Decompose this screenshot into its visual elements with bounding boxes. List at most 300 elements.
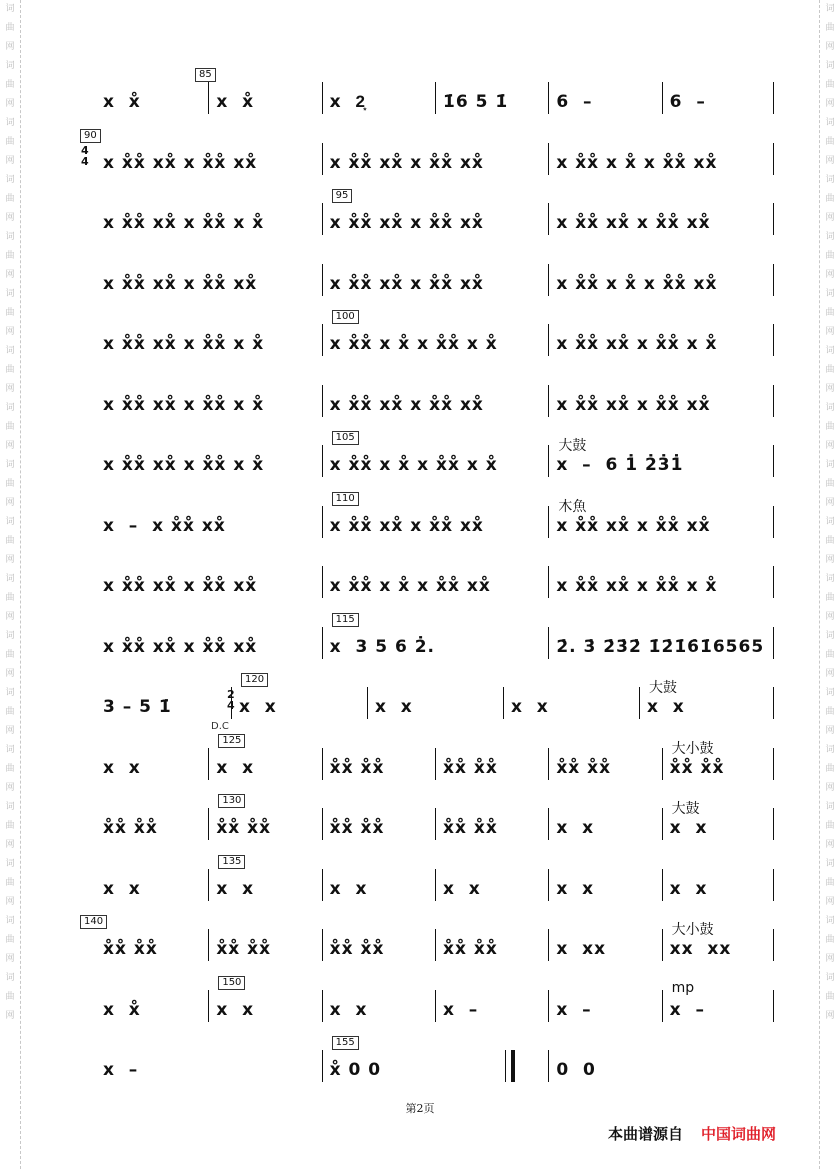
watermark-char: 词 bbox=[5, 4, 15, 14]
measure-notes: x x̊x̊ xx̊ x x̊x̊ x x̊ bbox=[556, 334, 718, 354]
watermark-char: 词 bbox=[825, 973, 835, 983]
watermark-char: 网 bbox=[825, 99, 835, 109]
instrument-label: mp bbox=[671, 979, 695, 996]
measure-notes: x x̊ bbox=[216, 92, 255, 112]
measure-notes: x x̊x̊ x x̊ x x̊x̊ x x̊ bbox=[329, 455, 498, 475]
watermark-char: 网 bbox=[5, 555, 15, 565]
measure-notes: x – 6 1̇ 2̇3̇1̇ bbox=[556, 455, 684, 475]
measure-notes: x̊x̊ x̊x̊ bbox=[103, 939, 158, 959]
instrument-label: 大鼓 bbox=[558, 438, 587, 454]
measure-notes: x x̊x̊ xx̊ x x̊x̊ xx̊ bbox=[556, 213, 711, 233]
measure-number: 155 bbox=[332, 1036, 359, 1050]
measure-notes: x x bbox=[216, 999, 255, 1020]
watermark-char: 曲 bbox=[825, 593, 835, 603]
score-system bbox=[95, 262, 775, 302]
watermark-char: 曲 bbox=[5, 422, 15, 432]
watermark-char: 词 bbox=[825, 916, 835, 926]
watermark-char: 曲 bbox=[5, 935, 15, 945]
score-system bbox=[95, 432, 775, 483]
watermark-char: 曲 bbox=[5, 992, 15, 1002]
watermark-char: 网 bbox=[5, 441, 15, 451]
measure-notes: x x̊x̊ xx̊ x x̊x̊ x x̊ bbox=[103, 213, 265, 233]
watermark-char: 网 bbox=[5, 327, 15, 337]
instrument-label: 大鼓 bbox=[671, 801, 700, 817]
watermark-char: 网 bbox=[5, 612, 15, 622]
barline bbox=[773, 385, 774, 417]
watermark-char: 词 bbox=[825, 403, 835, 413]
measure-notes: 3 – 5 1̇ bbox=[103, 697, 172, 717]
watermark-char: 词 bbox=[825, 631, 835, 641]
watermark-char: 网 bbox=[825, 42, 835, 52]
watermark-char: 词 bbox=[5, 802, 15, 812]
barline bbox=[367, 687, 368, 719]
watermark-char: 曲 bbox=[825, 80, 835, 90]
measure-notes: x̊x̊ x̊x̊ bbox=[669, 757, 725, 778]
barline bbox=[322, 627, 323, 659]
measure-notes: x x̊x̊ xx̊ x x̊x̊ xx̊ bbox=[329, 213, 484, 233]
watermark-char: 网 bbox=[5, 840, 15, 850]
barline bbox=[322, 566, 323, 598]
watermark-char: 词 bbox=[825, 289, 835, 299]
barline bbox=[435, 869, 436, 901]
watermark-char: 曲 bbox=[5, 764, 15, 774]
measure-number: 135 bbox=[218, 855, 245, 869]
measure-notes: x 2͙ bbox=[329, 92, 366, 112]
watermark-char: 词 bbox=[825, 802, 835, 812]
watermark-char: 曲 bbox=[825, 992, 835, 1002]
measure-notes: x x̊x̊ xx̊ x x̊x̊ x x̊ bbox=[103, 394, 265, 415]
watermark-char: 曲 bbox=[5, 593, 15, 603]
source-site-link[interactable]: 中国词曲网 bbox=[701, 1125, 777, 1143]
score-system bbox=[95, 383, 775, 423]
right-watermark-strip bbox=[819, 0, 840, 1169]
watermark-char: 网 bbox=[825, 840, 835, 850]
measure-notes: x x bbox=[103, 878, 141, 899]
barline bbox=[322, 748, 323, 780]
measure-notes: x x̊x̊ xx̊ x x̊x̊ xx̊ bbox=[556, 515, 711, 536]
measure-notes: x x bbox=[239, 697, 277, 717]
time-sig-bottom: 4 bbox=[227, 699, 235, 712]
watermark-char: 词 bbox=[5, 289, 15, 299]
watermark-char: 词 bbox=[5, 118, 15, 128]
measure-notes: x x bbox=[443, 878, 481, 899]
instrument-label: 大小鼓 bbox=[671, 740, 714, 757]
barline bbox=[548, 869, 549, 901]
watermark-char: 曲 bbox=[5, 821, 15, 831]
barline bbox=[548, 82, 549, 114]
watermark-char: 词 bbox=[825, 346, 835, 356]
watermark-char: 曲 bbox=[5, 23, 15, 33]
watermark-char: 词 bbox=[5, 688, 15, 698]
measure-notes: x x bbox=[669, 818, 708, 838]
watermark-char: 词 bbox=[5, 517, 15, 527]
watermark-char: 网 bbox=[5, 783, 15, 793]
barline bbox=[662, 82, 663, 114]
barline bbox=[548, 748, 549, 780]
watermark-char: 词 bbox=[5, 859, 15, 869]
barline bbox=[322, 324, 323, 356]
barline bbox=[773, 929, 774, 961]
barline bbox=[548, 324, 549, 356]
barline bbox=[435, 929, 436, 961]
watermark-char: 曲 bbox=[825, 650, 835, 660]
measure-notes: x x̊ bbox=[103, 999, 141, 1020]
measure-notes: x̊x̊ x̊x̊ bbox=[443, 818, 498, 838]
barline bbox=[208, 990, 209, 1022]
watermark-char: 网 bbox=[825, 384, 835, 394]
measure-notes: x x bbox=[669, 878, 708, 899]
score-system bbox=[95, 613, 775, 665]
measure-notes: x x̊x̊ xx̊ x x̊x̊ xx̊ bbox=[329, 273, 484, 294]
barline bbox=[773, 869, 774, 901]
measure-notes: x̊x̊ x̊x̊ bbox=[329, 939, 385, 959]
barline bbox=[322, 445, 323, 477]
barline bbox=[662, 748, 663, 780]
watermark-char: 词 bbox=[5, 916, 15, 926]
barline bbox=[548, 203, 549, 235]
watermark-char: 词 bbox=[5, 745, 15, 755]
watermark-char: 网 bbox=[5, 1011, 15, 1021]
watermark-char: 曲 bbox=[5, 80, 15, 90]
watermark-char: 网 bbox=[825, 270, 835, 280]
barline bbox=[548, 445, 549, 477]
barline bbox=[208, 929, 209, 961]
measure-number: 85 bbox=[195, 68, 216, 82]
watermark-char: 网 bbox=[825, 612, 835, 622]
measure-notes: x x̊ bbox=[103, 92, 141, 112]
watermark-char: 网 bbox=[5, 270, 15, 280]
measure-number: 110 bbox=[332, 492, 359, 506]
score-system bbox=[95, 311, 775, 362]
barline bbox=[773, 748, 774, 780]
barline bbox=[322, 929, 323, 961]
watermark-char: 网 bbox=[5, 99, 15, 109]
measure-notes: x̊x̊ x̊x̊ bbox=[556, 757, 612, 778]
barline bbox=[639, 687, 640, 719]
watermark-char: 网 bbox=[825, 498, 835, 508]
watermark-char: 网 bbox=[825, 213, 835, 223]
measure-number: 100 bbox=[332, 310, 359, 324]
watermark-char: 曲 bbox=[825, 878, 835, 888]
score-system bbox=[95, 564, 775, 604]
barline bbox=[322, 143, 323, 175]
barline bbox=[322, 808, 323, 840]
barline bbox=[435, 990, 436, 1022]
barline bbox=[505, 1050, 515, 1082]
watermark-char: 词 bbox=[5, 460, 15, 470]
watermark-char: 词 bbox=[5, 973, 15, 983]
watermark-char: 曲 bbox=[825, 764, 835, 774]
watermark-char: 曲 bbox=[825, 308, 835, 318]
barline bbox=[322, 869, 323, 901]
measure-notes: x x̊x̊ x x̊ x x̊x̊ xx̊ bbox=[556, 273, 718, 294]
watermark-char: 词 bbox=[5, 574, 15, 584]
measure-notes: x x bbox=[556, 818, 595, 838]
watermark-char: 词 bbox=[825, 61, 835, 71]
barline bbox=[773, 203, 774, 235]
watermark-char: 网 bbox=[825, 726, 835, 736]
measure-notes: x̊ 0 0 bbox=[329, 1060, 382, 1080]
measure-notes: x x̊x̊ xx̊ x x̊x̊ xx̊ bbox=[103, 576, 258, 596]
barline bbox=[773, 566, 774, 598]
measure-notes: x x̊x̊ xx̊ x x̊x̊ xx̊ bbox=[329, 515, 484, 536]
barline bbox=[503, 687, 504, 719]
measure-notes: 6 – bbox=[556, 92, 593, 112]
score-system bbox=[95, 855, 775, 907]
measure-notes: x x bbox=[375, 697, 413, 717]
watermark-char: 曲 bbox=[825, 821, 835, 831]
watermark-char: 网 bbox=[825, 897, 835, 907]
watermark-char: 曲 bbox=[5, 251, 15, 261]
barline bbox=[322, 264, 323, 296]
measure-notes: x x̊x̊ xx̊ x x̊x̊ xx̊ bbox=[329, 394, 484, 415]
watermark-char: 网 bbox=[5, 213, 15, 223]
barline bbox=[548, 264, 549, 296]
measure-notes: x – bbox=[443, 999, 479, 1020]
watermark-char: 网 bbox=[825, 156, 835, 166]
score-system bbox=[95, 734, 775, 786]
measure-notes: x̊x̊ x̊x̊ bbox=[329, 818, 385, 838]
watermark-char: 网 bbox=[825, 669, 835, 679]
watermark-char: 词 bbox=[825, 517, 835, 527]
watermark-char: 曲 bbox=[825, 251, 835, 261]
time-sig-top: 4 bbox=[81, 143, 89, 157]
barline bbox=[773, 808, 774, 840]
measure-notes: x x̊x̊ x x̊ x x̊x̊ xx̊ bbox=[329, 576, 491, 596]
measure-notes: x 3 5 6 2̇. bbox=[329, 636, 435, 657]
watermark-char: 曲 bbox=[5, 194, 15, 204]
watermark-char: 曲 bbox=[825, 137, 835, 147]
watermark-char: 网 bbox=[5, 954, 15, 964]
score-system bbox=[95, 190, 775, 241]
barline bbox=[435, 82, 436, 114]
measure-notes: x̊x̊ x̊x̊ bbox=[443, 757, 498, 778]
measure-number: 115 bbox=[332, 613, 359, 627]
measure-notes: 6 – bbox=[669, 92, 706, 112]
measure-notes: x̊x̊ x̊x̊ bbox=[103, 818, 158, 838]
watermark-char: 曲 bbox=[5, 137, 15, 147]
instrument-label: 木魚 bbox=[558, 498, 587, 515]
measure-number: 120 bbox=[241, 673, 268, 687]
measure-number: 90 bbox=[80, 129, 101, 143]
watermark-char: 曲 bbox=[5, 365, 15, 375]
barline bbox=[548, 143, 549, 175]
watermark-char: 词 bbox=[825, 688, 835, 698]
time-sig-top: 2 bbox=[227, 688, 235, 701]
measure-notes: 0 0 bbox=[556, 1060, 596, 1080]
measure-notes: x x bbox=[647, 697, 685, 717]
measure-notes: x̊x̊ x̊x̊ bbox=[443, 939, 498, 959]
time-signature bbox=[81, 145, 89, 167]
measure-notes: x x̊x̊ x x̊ x x̊x̊ xx̊ bbox=[556, 152, 718, 173]
barline bbox=[773, 445, 774, 477]
watermark-char: 曲 bbox=[5, 479, 15, 489]
watermark-char: 词 bbox=[825, 4, 835, 14]
barline bbox=[435, 748, 436, 780]
measure-notes: x x bbox=[329, 878, 368, 899]
measure-notes: x x bbox=[511, 697, 549, 717]
watermark-char: 曲 bbox=[825, 935, 835, 945]
watermark-char: 曲 bbox=[5, 707, 15, 717]
measure-notes: x x̊x̊ xx̊ x x̊x̊ xx̊ bbox=[103, 636, 258, 657]
barline bbox=[322, 990, 323, 1022]
left-watermark-strip bbox=[0, 0, 21, 1169]
watermark-char: 词 bbox=[5, 631, 15, 641]
score-system bbox=[95, 795, 775, 846]
instrument-label: 大鼓 bbox=[649, 680, 677, 696]
barline bbox=[435, 808, 436, 840]
barline bbox=[662, 929, 663, 961]
measure-notes: x̊x̊ x̊x̊ bbox=[329, 757, 385, 778]
watermark-char: 网 bbox=[5, 498, 15, 508]
time-signature bbox=[227, 689, 235, 711]
measure-notes: x – bbox=[556, 999, 592, 1020]
watermark-char: 曲 bbox=[825, 479, 835, 489]
watermark-char: 词 bbox=[5, 61, 15, 71]
barline bbox=[208, 748, 209, 780]
watermark-char: 网 bbox=[825, 327, 835, 337]
watermark-char: 网 bbox=[825, 954, 835, 964]
watermark-char: 曲 bbox=[825, 23, 835, 33]
measure-notes: x – x x̊x̊ xx̊ bbox=[103, 515, 226, 536]
measure-number: 105 bbox=[332, 431, 359, 445]
measure-number: 130 bbox=[218, 794, 245, 808]
measure-number: 150 bbox=[218, 976, 245, 990]
barline bbox=[773, 687, 774, 719]
watermark-char: 曲 bbox=[825, 194, 835, 204]
watermark-char: 网 bbox=[5, 897, 15, 907]
barline bbox=[322, 506, 323, 538]
measure-notes: x x̊x̊ xx̊ x x̊x̊ x x̊ bbox=[556, 576, 718, 596]
barline bbox=[773, 990, 774, 1022]
measure-notes: x – bbox=[103, 1060, 139, 1080]
measure-notes: x x̊x̊ xx̊ x x̊x̊ xx̊ bbox=[103, 273, 258, 294]
score-system bbox=[95, 492, 775, 544]
measure-notes: x x̊x̊ xx̊ x x̊x̊ xx̊ bbox=[103, 152, 258, 173]
measure-notes: x x bbox=[329, 999, 368, 1020]
watermark-char: 曲 bbox=[5, 308, 15, 318]
barline bbox=[548, 929, 549, 961]
watermark-char: 词 bbox=[825, 232, 835, 242]
barline bbox=[322, 385, 323, 417]
watermark-char: 词 bbox=[5, 175, 15, 185]
barline bbox=[322, 82, 323, 114]
barline bbox=[322, 1050, 323, 1082]
measure-notes: x x bbox=[103, 757, 141, 778]
watermark-char: 词 bbox=[5, 346, 15, 356]
barline bbox=[208, 869, 209, 901]
measure-number: 140 bbox=[80, 915, 107, 929]
measure-notes: x – bbox=[669, 999, 705, 1020]
barline bbox=[548, 566, 549, 598]
measure-notes: x x̊x̊ xx̊ x x̊x̊ x x̊ bbox=[103, 334, 265, 354]
measure-notes: x x̊x̊ xx̊ x x̊x̊ xx̊ bbox=[329, 152, 484, 173]
watermark-char: 网 bbox=[5, 42, 15, 52]
watermark-char: 词 bbox=[825, 118, 835, 128]
watermark-char: 词 bbox=[825, 460, 835, 470]
measure-notes: xx xx bbox=[669, 939, 732, 959]
watermark-char: 网 bbox=[5, 384, 15, 394]
watermark-char: 网 bbox=[825, 441, 835, 451]
watermark-char: 曲 bbox=[825, 422, 835, 432]
measure-notes: x x bbox=[216, 878, 255, 899]
barline bbox=[773, 264, 774, 296]
instrument-label: 大小鼓 bbox=[671, 922, 714, 938]
barline bbox=[773, 627, 774, 659]
barline bbox=[773, 143, 774, 175]
watermark-char: 曲 bbox=[825, 365, 835, 375]
barline bbox=[322, 203, 323, 235]
measure-notes: x̊x̊ x̊x̊ bbox=[216, 939, 272, 959]
measure-notes: x x bbox=[556, 878, 595, 899]
watermark-char: 网 bbox=[825, 783, 835, 793]
measure-notes: 1̇6 5 1̇ bbox=[443, 92, 509, 112]
barline bbox=[548, 990, 549, 1022]
score-system bbox=[95, 674, 775, 732]
score-system bbox=[95, 1037, 775, 1088]
barline bbox=[773, 82, 774, 114]
watermark-char: 网 bbox=[825, 1011, 835, 1021]
score-system bbox=[81, 129, 775, 181]
measure-notes: x xx bbox=[556, 939, 607, 959]
watermark-char: 词 bbox=[825, 745, 835, 755]
watermark-char: 词 bbox=[5, 232, 15, 242]
source-credit bbox=[608, 1123, 776, 1144]
barline bbox=[548, 1050, 549, 1082]
barline bbox=[773, 506, 774, 538]
barline bbox=[773, 324, 774, 356]
measure-notes: x x̊x̊ x x̊ x x̊x̊ x x̊ bbox=[329, 334, 498, 354]
page-number: 第2页 bbox=[405, 1102, 435, 1115]
barline bbox=[208, 82, 209, 114]
watermark-char: 词 bbox=[825, 574, 835, 584]
score-system bbox=[95, 976, 775, 1028]
measure-notes: x x bbox=[216, 757, 255, 778]
measure-notes: x x̊x̊ xx̊ x x̊x̊ x x̊ bbox=[103, 455, 265, 475]
watermark-char: 曲 bbox=[5, 536, 15, 546]
watermark-char: 网 bbox=[5, 669, 15, 679]
barline bbox=[662, 808, 663, 840]
score-system bbox=[84, 916, 775, 967]
score-system bbox=[95, 69, 775, 120]
dc-mark: D.C bbox=[211, 721, 229, 732]
source-label: 本曲谱源自 bbox=[608, 1125, 684, 1143]
barline bbox=[548, 627, 549, 659]
measure-notes: 2̇. 3̇ 2̇3̇2̇ 1̇2̇1̇6̇1̇6565 bbox=[556, 636, 765, 657]
measure-number: 95 bbox=[332, 189, 353, 203]
barline bbox=[662, 990, 663, 1022]
barline bbox=[548, 808, 549, 840]
measure-notes: x x̊x̊ xx̊ x x̊x̊ xx̊ bbox=[556, 394, 711, 415]
watermark-char: 词 bbox=[825, 859, 835, 869]
time-sig-bottom: 4 bbox=[81, 154, 89, 168]
watermark-char: 网 bbox=[825, 555, 835, 565]
measure-number: 125 bbox=[218, 734, 245, 748]
measure-notes: x̊x̊ x̊x̊ bbox=[216, 818, 272, 838]
barline bbox=[548, 385, 549, 417]
barline bbox=[548, 506, 549, 538]
watermark-char: 词 bbox=[825, 175, 835, 185]
watermark-char: 网 bbox=[5, 156, 15, 166]
barline bbox=[662, 869, 663, 901]
watermark-char: 曲 bbox=[5, 650, 15, 660]
watermark-char: 网 bbox=[5, 726, 15, 736]
watermark-char: 曲 bbox=[825, 707, 835, 717]
watermark-char: 词 bbox=[5, 403, 15, 413]
barline bbox=[208, 808, 209, 840]
watermark-char: 曲 bbox=[5, 878, 15, 888]
watermark-char: 曲 bbox=[825, 536, 835, 546]
